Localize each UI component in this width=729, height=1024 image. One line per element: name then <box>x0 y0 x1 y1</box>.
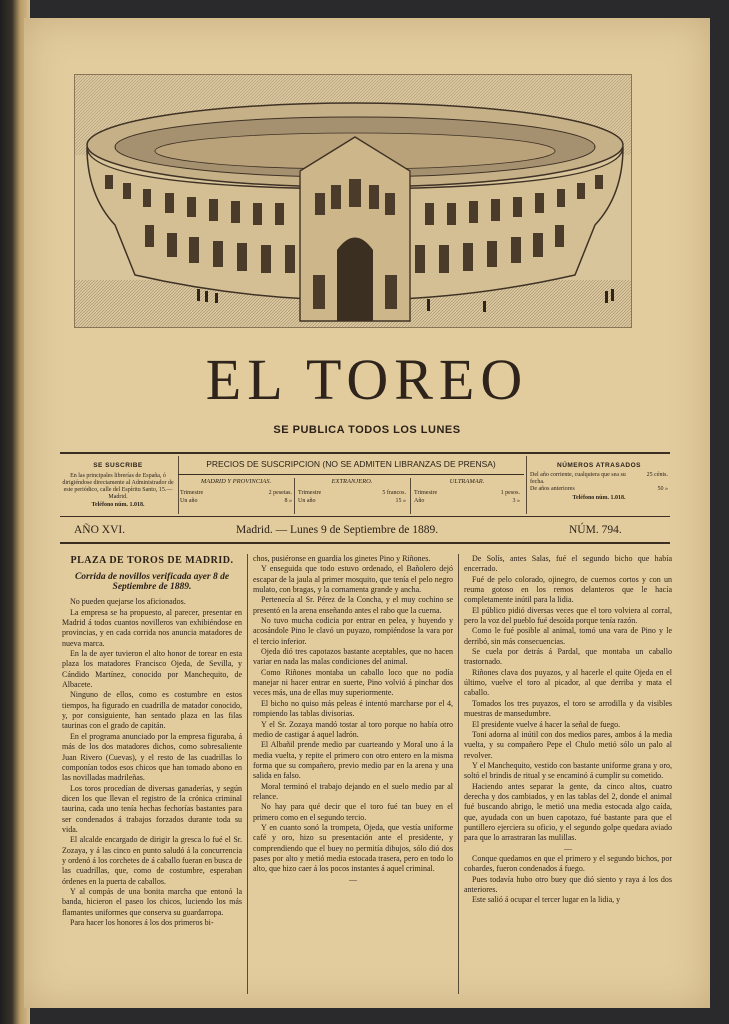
article-column-3 <box>464 554 672 906</box>
paragraph: La empresa se ha propuesto, al parecer, presentar en Madrid á todos cuantos novilleros van exhibiéndose en provincias, y en cada corrida nos anuncia matadores de nueva marca. <box>62 607 242 648</box>
price-region-overseas: ULTRAMAR. Trimestre 1 pesos. Año 3 » <box>414 478 520 504</box>
paragraph: Toni adorna al inútil con dos medios pares, ambos á la media vuelta, y su compañero Pepe el Chulo metió sólo un palo al revolver. <box>464 729 672 760</box>
paragraph: Se cuela por detrás á Pardal, que montaba un caballo trastornado. <box>464 647 672 667</box>
paragraph: Para hacer los honores á los dos primeros bi- <box>70 918 214 927</box>
prices-heading: PRECIOS DE SUSCRIPCION (NO SE ADMITEN LIBRANZAS DE PRENSA) <box>206 459 496 469</box>
subscribe-heading: SE SUSCRIBE <box>93 462 143 469</box>
newspaper-subtitle: SE PUBLICA TODOS LOS LUNES <box>273 424 461 436</box>
newspaper-title: EL TOREO <box>205 347 529 412</box>
price-divider-2 <box>410 478 411 514</box>
paragraph: Este salió á ocupar el tercer lugar en la lidia, y <box>472 895 621 905</box>
paragraph: Los toros procedían de diversas ganaderías, y según dicen los que llevan el registro de la crónica criminal taurina, cada uno tenía hechas fechorías bastantes para ser condenados á trabajos forzados durante toda su vida. <box>62 783 242 834</box>
subscribe-text: En las principales librerías de España, ó dirigiéndose directamente al Administrador de este periódico, calle del Espíritu Santo, 15.—Madrid. <box>62 473 174 500</box>
volume-number: AÑO XVI. <box>74 524 126 536</box>
back-issues-box: NÚMEROS ATRASADOS Del año corriente, cualquiera que sea su fecha. 25 cénts. De años anteriores 50 » Teléfono núm. 1.018. <box>530 462 668 501</box>
paragraph: No pueden quejarse los aficionados. <box>70 597 186 607</box>
paragraph: El alcalde encargado de dirigir la gresca lo fué el Sr. Zozaya, y á las cinco en punto saludó á la concurrencia y ordenó á los corchetes de á caballo fueran en busca de las cuadrillas, que, como de costumbre, esperaban órdenes en la puerta de caballos. <box>62 835 242 886</box>
price-divider-1 <box>294 478 295 514</box>
paragraph: No hay para qué decir que el toro fué tan buey en el primero como en el segundo tercio. <box>253 802 453 822</box>
info-bar-bottom-rule <box>60 516 670 517</box>
newspaper-page <box>24 18 710 1008</box>
prices-heading-rule <box>178 474 524 475</box>
article-column-2 <box>253 554 453 885</box>
paragraph: Ninguno de ellos, como es costumbre en estos tiempos, ha figurado en cuadrilla de matador conocido, y, por consiguiente, han sentado plaza en las filas taurinas con el grado de capitán. <box>62 690 242 731</box>
article-heading: PLAZA DE TOROS DE MADRID. <box>70 555 234 566</box>
dateline-rule <box>60 542 670 544</box>
paragraph: Pertenecía al Sr. Pérez de la Concha, y el muy cochino se presentó en la arena enseñando antes el rabo que la cuerna. <box>253 595 453 615</box>
column-divider-1 <box>247 554 248 994</box>
paragraph: El bicho no quiso más peleas é intentó marcharse por el 4, rompiendo las tablas divisorias. <box>253 698 453 719</box>
bullring-engraving <box>74 74 632 328</box>
back-issues-heading: NÚMEROS ATRASADOS <box>557 462 641 469</box>
paragraph: Como le fué posible al animal, tomó una vara de Pino y le derribó, sin más consecuencias. <box>464 626 672 646</box>
paragraph: El público pidió diversas veces que el toro volviera al corral, pero la voz del pueblo fué desoída porque tenía razón. <box>464 605 672 626</box>
paragraph: Fué de pelo colorado, ojinegro, de cuernos cortos y con un reuma gotoso en los remos delanteros que le hacía completamente inútil para la lidia. <box>464 574 672 605</box>
paragraph: Pues todavía hubo otro buey que dió siento y raya á los dos anteriores. <box>464 874 672 894</box>
article-subheading: Corrida de novillos verificada ayer 8 de Septiembre de 1889. <box>74 572 230 593</box>
paragraph: En la de ayer tuvieron el alto honor de torear en esta plaza los matadores Francisco Ojeda, de Sevilla, y Cándido Martínez, conocido por Manchequito, de Albacete. <box>62 649 242 690</box>
paragraph: Y al compás de una bonita marcha que entonó la banda, hicieron el paseo los chicos, luciendo los más flamantes uniformes que conserva su guardarropa. <box>62 886 242 917</box>
paragraph: Tomados los tres puyazos, el toro se arrodilla y da visibles muestras de mansedumbre. <box>464 698 672 719</box>
paragraph: Ojeda dió tres capotazos bastante aceptables, que no hacen variar en nada las malas condiciones del animal. <box>253 647 453 667</box>
issue-date: Madrid. — Lunes 9 de Septiembre de 1889. <box>236 524 439 536</box>
paragraph: El Albañil prende medio par cuarteando y Moral uno á la media vuelta, y repite el primero con otro entero en la misma forma que su compañero, previo medio par en la arena y una salida en falso. <box>253 740 453 781</box>
paragraph: Riñones clava dos puyazos, y al hacerle el quite Ojeda en el último, vuelve el toro al picador, al que derriba y mata el caballo. <box>464 667 672 698</box>
paragraph: El presidente vuelve á hacer la señal de fuego. <box>472 719 621 729</box>
price-region-foreign: EXTRANJERO. Trimestre 5 francos. Un año 15 » <box>298 478 406 504</box>
subscribe-phone: Teléfono núm. 1.018. <box>91 502 145 508</box>
paragraph: No tuvo mucha codicia por entrar en pelea, y huyendo y acosándole Pino le clavó un puyazo, rompiéndose la vara por el tercio inferior. <box>253 616 453 646</box>
paragraph: Y el Manchequito, vestido con bastante uniforme grana y oro, soltó el brindis de ritual y se encaminó á cumplir su cometido. <box>464 760 672 781</box>
paragraph: Y en cuanto sonó la trompeta, Ojeda, que vestía uniforme café y oro, hizo su presentación ante el presidente, y comprendiendo que el buey no permitía dibujos, sólo dió dos pases por alto y metió media estocada trasera, pero en todo lo alto, que hizo caer á los pocos instantes á aquel criminal. <box>253 822 453 874</box>
article-column-1 <box>62 556 242 928</box>
paragraph: chos, pusiéronse en guardia los ginetes Pino y Riñones. <box>253 554 431 563</box>
price-region-madrid: MADRID Y PROVINCIAS. Trimestre 2 pesetas. Un año 8 » <box>180 478 292 504</box>
info-bar-top-rule <box>60 452 670 454</box>
column-divider-2 <box>458 554 459 994</box>
section-separator: — <box>564 843 572 853</box>
info-divider-2 <box>526 456 527 514</box>
paragraph: Y el Sr. Zozaya mandó tostar al toro porque no había otro medio de castigar á aquel ladrón. <box>253 719 453 739</box>
paragraph: Como Riñones montaba un caballo loco que no podía manejar ni hacer entrar en suerte, Pino volvió á pinchar dos veces más, una de ellas muy superiormente. <box>253 667 453 698</box>
paragraph: Y enseguida que todo estuvo ordenado, el Bañolero dejó escapar de la jaula al primer mosquito, que tenía el pelo negro mulato, con bragas, y la cornamenta grande y ancha. <box>253 564 453 595</box>
paragraph: Haciendo antes separar la gente, da cinco altos, cuatro derecha y dos cambiados, y en las tablas del 2, donde el animal fué buscando abrigo, le metió una media estocada algo caída, que, ayudada con un buen capotazo, fué bastante para que el puntillero ejerciera su oficio, y el segundo golpe quedara aviado para que lo arrastraran las mulillas. <box>464 781 672 843</box>
paragraph: En el programa anunciado por la empresa figuraba, á más de los dos matadores dichos, como sobresaliente Juan Rivero (Cuevas), y el resto de las cuadrillas lo componían todos esos chicos que han tomado abono en las novilladas madrileñas. <box>62 731 242 783</box>
section-separator: — <box>349 874 357 884</box>
issue-number: NÚM. 794. <box>569 524 622 536</box>
paragraph: Conque quedamos en que el primero y el segundo bichos, por cobardes, fueron condenados á fuego. <box>464 853 672 874</box>
subscribe-box <box>60 462 176 509</box>
paragraph: De Solís, antes Salas, fué el segundo bicho que había encerrado. <box>464 554 672 574</box>
paragraph: Moral terminó el trabajo dejando en el suelo medio par al relance. <box>253 781 453 801</box>
